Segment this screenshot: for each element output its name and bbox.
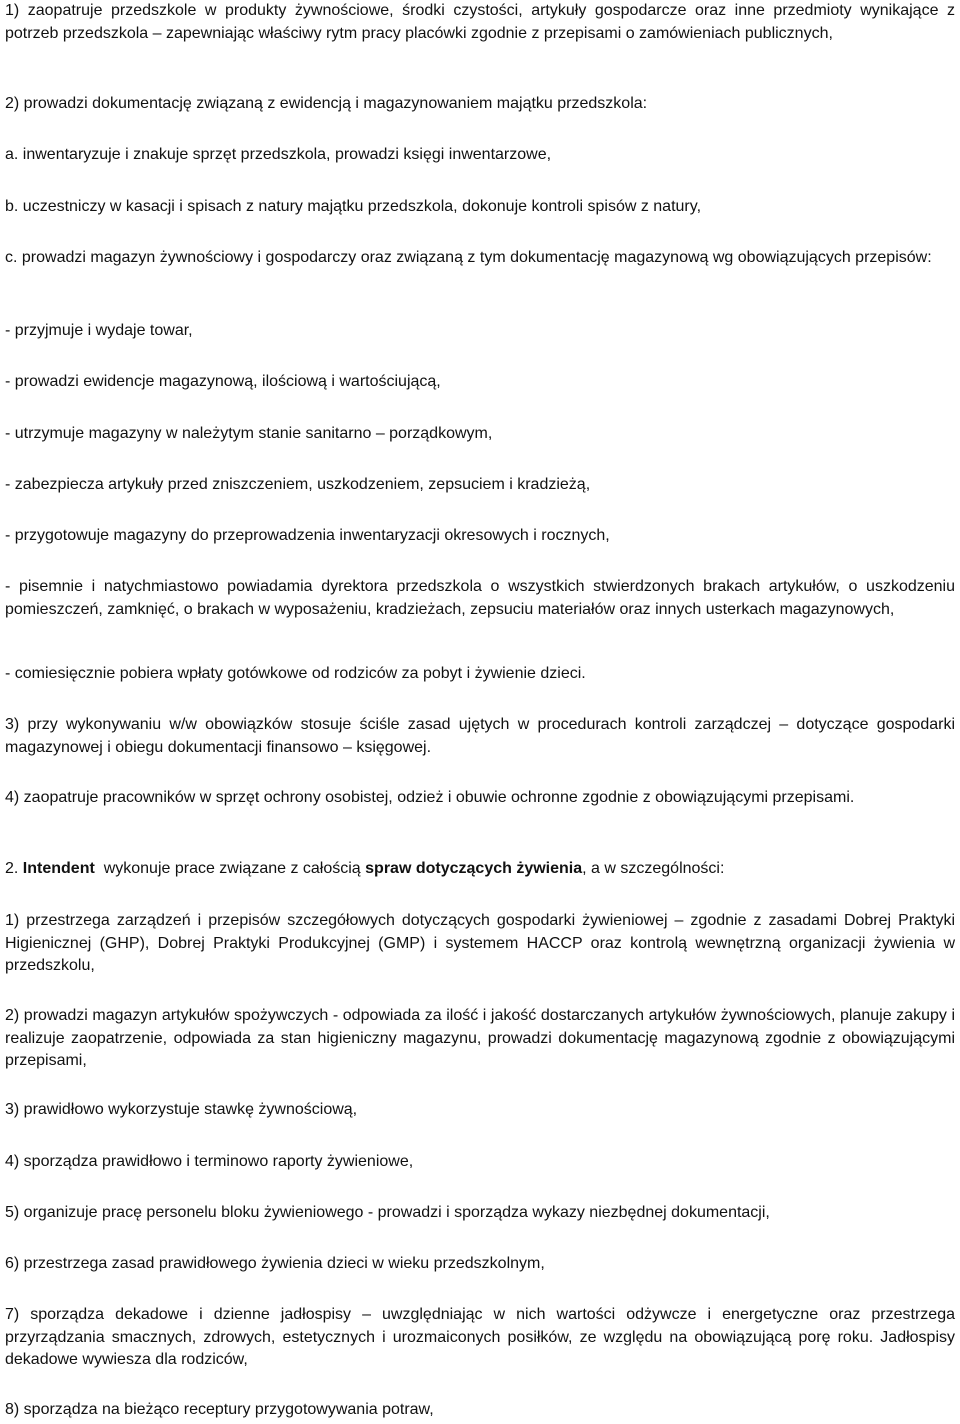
section-number: 2. bbox=[5, 860, 23, 877]
paragraph-19: 4) sporządza prawidłowo i terminowo raporty żywieniowe, bbox=[5, 1153, 414, 1170]
paragraph-22: 7) sporządza dekadowe i dzienne jadłospisy – uwzględniając w nich wartości odżywcze i energetyczne oraz przestrzega przyrządzania smacznych, zdrowych, estetycznych i urozmaiconych posiłków, ze względu na obowiązującą porę roku. Jadłospisy dekadowe wywiesza dla rodziców, bbox=[5, 1306, 955, 1368]
section-intro-suffix: , a w szczególności: bbox=[582, 860, 725, 877]
paragraph-5: c. prowadzi magazyn żywnościowy i gospodarczy oraz związaną z tym dokumentację magazynową wg obowiązujących przepisów: bbox=[5, 249, 932, 266]
paragraph-8: - utrzymuje magazyny w należytym stanie sanitarno – porządkowym, bbox=[5, 425, 493, 442]
paragraph-10: - przygotowuje magazyny do przeprowadzenia inwentaryzacji okresowych i rocznych, bbox=[5, 527, 610, 544]
paragraph-9: - zabezpiecza artykuły przed zniszczeniem, uszkodzeniem, zepsuciem i kradzieżą, bbox=[5, 476, 591, 493]
paragraph-16: 1) przestrzega zarządzeń i przepisów szczegółowych dotyczących gospodarki żywieniowej – zgodnie z zasadami Dobrej Praktyki Higienicznej (GHP), Dobrej Praktyki Produkcyjnej (GMP) i systemem HACCP oraz kontrolą wewnętrzną organizacji żywienia w przedszkolu, bbox=[5, 912, 955, 974]
paragraph-4: b. uczestniczy w kasacji i spisach z natury majątku przedszkola, dokonuje kontroli spisów z natury, bbox=[5, 198, 702, 215]
section-intro-middle: wykonuje prace związane z całością bbox=[94, 860, 366, 877]
paragraph-6: - przyjmuje i wydaje towar, bbox=[5, 322, 193, 339]
paragraph-11: - pisemnie i natychmiastowo powiadamia dyrektora przedszkola o wszystkich stwierdzonych brakach artykułów, o uszkodzeniu pomieszczeń, zamknięć, o brakach w wyposażeniu, kradzieżach, zepsuciu materiałów oraz innych usterkach magazynowych, bbox=[5, 578, 955, 618]
paragraph-3: a. inwentaryzuje i znakuje sprzęt przedszkola, prowadzi księgi inwentarzowe, bbox=[5, 146, 552, 163]
paragraph-13: 3) przy wykonywaniu w/w obowiązków stosuje ściśle zasad ujętych w procedurach kontroli zarządczej – dotyczące gospodarki magazynowej i obiegu dokumentacji finansowo – księgowej. bbox=[5, 716, 955, 756]
paragraph-14: 4) zaopatruje pracowników w sprzęt ochrony osobistej, odzież i obuwie ochronne zgodnie z obowiązującymi przepisami. bbox=[5, 789, 855, 806]
paragraph-17: 2) prowadzi magazyn artykułów spożywczych - odpowiada za ilość i jakość dostarczanych artykułów żywnościowych, planuje zakupy i realizuje zaopatrzenie, odpowiada za stan higieniczny magazynu, prowadzi dokumentację magazynową zgodnie z obowiązującymi przepisami, bbox=[5, 1007, 955, 1069]
paragraph-15 bbox=[5, 858, 955, 881]
paragraph-1: 1) zaopatruje przedszkole w produkty żywnościowe, środki czystości, artykuły gospodarcze oraz inne przedmioty wynikające z potrzeb przedszkola – zapewniając właściwy rytm pracy placówki zgodnie z przepisami o zamówieniach publicznych, bbox=[5, 2, 955, 42]
paragraph-18: 3) prawidłowo wykorzystuje stawkę żywnościową, bbox=[5, 1101, 358, 1118]
paragraph-21: 6) przestrzega zasad prawidłowego żywienia dzieci w wieku przedszkolnym, bbox=[5, 1255, 545, 1272]
role-title: Intendent bbox=[22, 860, 95, 877]
paragraph-12: - comiesięcznie pobiera wpłaty gotówkowe od rodziców za pobyt i żywienie dzieci. bbox=[5, 665, 586, 682]
section-topic: spraw dotyczących żywienia bbox=[365, 860, 583, 877]
paragraph-2: 2) prowadzi dokumentację związaną z ewidencją i magazynowaniem majątku przedszkola: bbox=[5, 95, 648, 112]
paragraph-23: 8) sporządza na bieżąco receptury przygotowywania potraw, bbox=[5, 1401, 434, 1418]
paragraph-7: - prowadzi ewidencje magazynową, ilościową i wartościującą, bbox=[5, 373, 441, 390]
paragraph-20: 5) organizuje pracę personelu bloku żywieniowego - prowadzi i sporządza wykazy niezbędnej dokumentacji, bbox=[5, 1204, 770, 1221]
